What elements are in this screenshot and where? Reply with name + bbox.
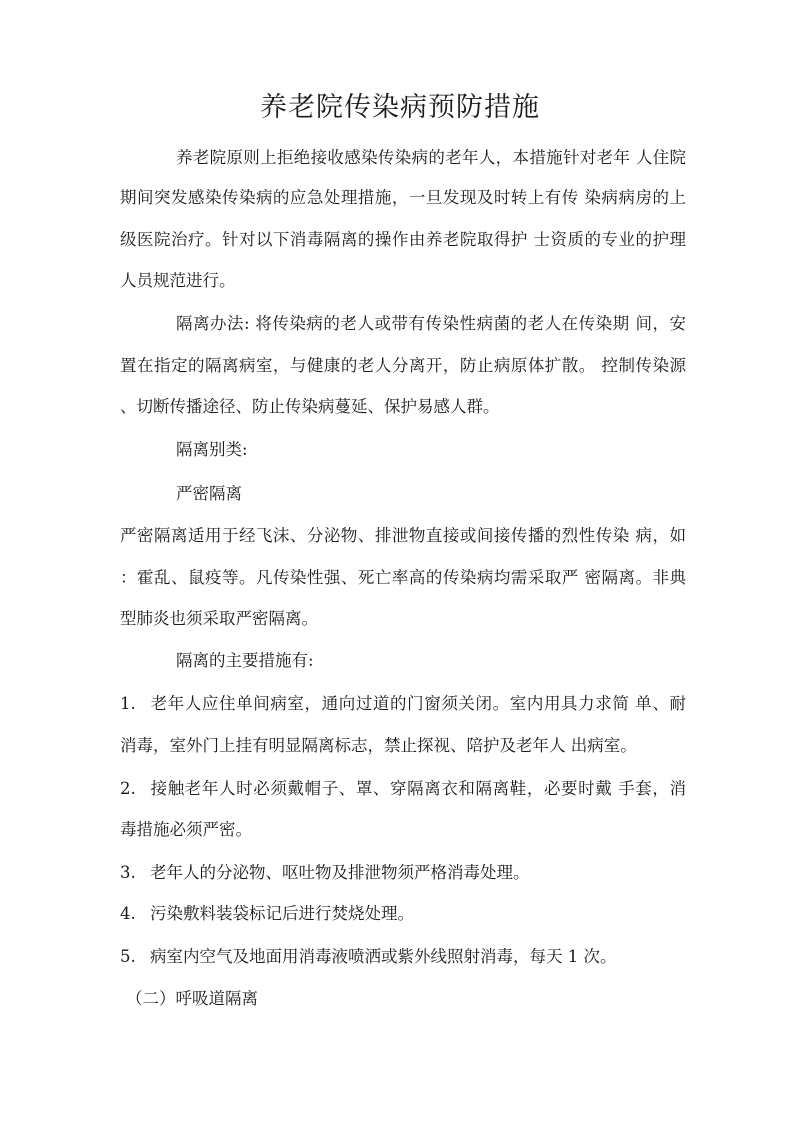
measure-text: 老年人应住单间病室，通向过道的门窗须关闭。室内用具力求简 单、耐	[150, 694, 686, 713]
measure-text: 病室内空气及地面用消毒液喷洒或紫外线照射消毒，每天 1 次。	[150, 947, 617, 966]
isolation-types-heading: 隔离别类:	[176, 440, 248, 459]
document-title: 养老院传染病预防措施	[260, 92, 540, 123]
measure-item-1-line-2: 消毒，室外门上挂有明显隔离标志，禁止探视、陪护及老年人 出病室。	[120, 736, 637, 755]
measure-text: 接触老年人时必须戴帽子、罩、穿隔离衣和隔离鞋，必要时戴 手套，消	[150, 779, 686, 798]
measure-number: 4.	[120, 904, 136, 923]
intro-line-3: 级医院治疗。针对以下消毒隔离的操作由养老院取得护 士资质的专业的护理	[120, 230, 686, 249]
measure-number: 2.	[120, 779, 136, 798]
intro-line-4: 人员规范进行。	[120, 271, 236, 290]
measure-item-4	[120, 901, 414, 927]
strict-isolation-line-3: 型肺炎也须采取严密隔离。	[120, 609, 318, 628]
measure-text: 污染敷料装袋标记后进行焚烧处理。	[150, 904, 414, 923]
strict-isolation-heading: 严密隔离	[176, 484, 242, 503]
measure-text: 老年人的分泌物、呕吐物及排泄物须严格消毒处理。	[150, 863, 530, 882]
intro-line-2: 期间突发感染传染病的应急处理措施，一旦发现及时转上有传 染病病房的上	[120, 188, 686, 207]
measure-number: 1.	[120, 694, 136, 713]
measure-item-2-line-2: 毒措施必须严密。	[120, 820, 252, 839]
measure-item-1-line-1	[120, 691, 686, 717]
measure-item-3	[120, 860, 530, 886]
measure-item-2-line-1	[120, 776, 686, 802]
intro-line-1: 养老院原则上拒绝接收感染传染病的老年人，本措施针对老年 人住院	[176, 148, 686, 167]
measure-item-5	[120, 944, 617, 970]
isolation-method-line-1: 隔离办法: 将传染病的老人或带有传染性病菌的老人在传染期 间，安	[176, 314, 686, 333]
isolation-method-line-2: 置在指定的隔离病室，与健康的老人分离开，防止病原体扩散。 控制传染源	[120, 356, 686, 375]
measure-number: 3.	[120, 863, 136, 882]
isolation-method-line-3: 、切断传播途径、防止传染病蔓延、保护易感人群。	[120, 397, 500, 416]
strict-isolation-line-1: 严密隔离适用于经飞沫、分泌物、排泄物直接或间接传播的烈性传染 病，如	[120, 526, 686, 545]
main-measures-heading: 隔离的主要措施有:	[176, 651, 314, 670]
section-2-heading: （二）呼吸道隔离	[126, 989, 258, 1008]
strict-isolation-line-2: ：霍乱、鼠疫等。凡传染性强、死亡率高的传染病均需采取严 密隔离。非典	[120, 568, 686, 587]
measure-number: 5.	[120, 947, 136, 966]
